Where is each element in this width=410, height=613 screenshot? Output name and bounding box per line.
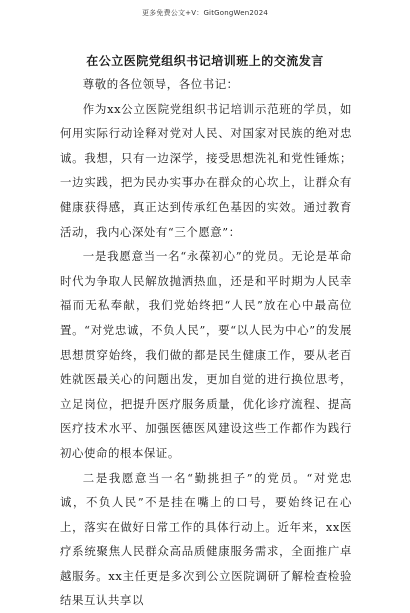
document-body bbox=[60, 72, 352, 613]
salutation: 尊敬的各位领导，各位书记： bbox=[60, 72, 352, 97]
header-note: 更多免费公文+V：GitGongWen2024 bbox=[0, 8, 410, 18]
paragraph-first-point: 一是我愿意当一名“永葆初心”的党员。无论是革命时代为争取人民解放抛洒热血，还是和平时期为人民幸福而无私奉献，我们党始终把“人民”放在心中最高位置。“对党忠诚，不负人民”，要“以人民为中心”的发展思想贯穿始终，我们做的都是民生健康工作，要从老百姓就医最关心的问题出发，更加自觉的进行换位思考，立足岗位，把提升医疗服务质量，优化诊疗流程、提高医疗技术水平、加强医德医风建设这些工作都作为践行初心使命的根本保证。 bbox=[60, 244, 352, 465]
paragraph-intro: 作为xx公立医院党组织书记培训示范班的学员，如何用实际行动诠释对党对人民、对国家对民族的绝对忠诚。我想，只有一边深学，接受思想洗礼和党性锤炼；一边实践，把为民办实事办在群众的心坎上，让群众有健康获得感，真正达到传承红色基因的实效。通过教育活动，我内心深处有“三个愿意”： bbox=[60, 97, 352, 245]
document-title: 在公立医院党组织书记培训班上的交流发言 bbox=[0, 52, 410, 69]
paragraph-second-point: 二是我愿意当一名“勤挑担子”的党员。“对党忠诚，不负人民”不是挂在嘴上的口号，要始终记在心上，落实在做好日常工作的具体行动上。近年来，xx医疗系统聚焦人民群众高品质健康服务需求，全面推广卓越服务。xx主任更是多次到公立医院调研了解检查检验结果互认共享以 bbox=[60, 466, 352, 613]
